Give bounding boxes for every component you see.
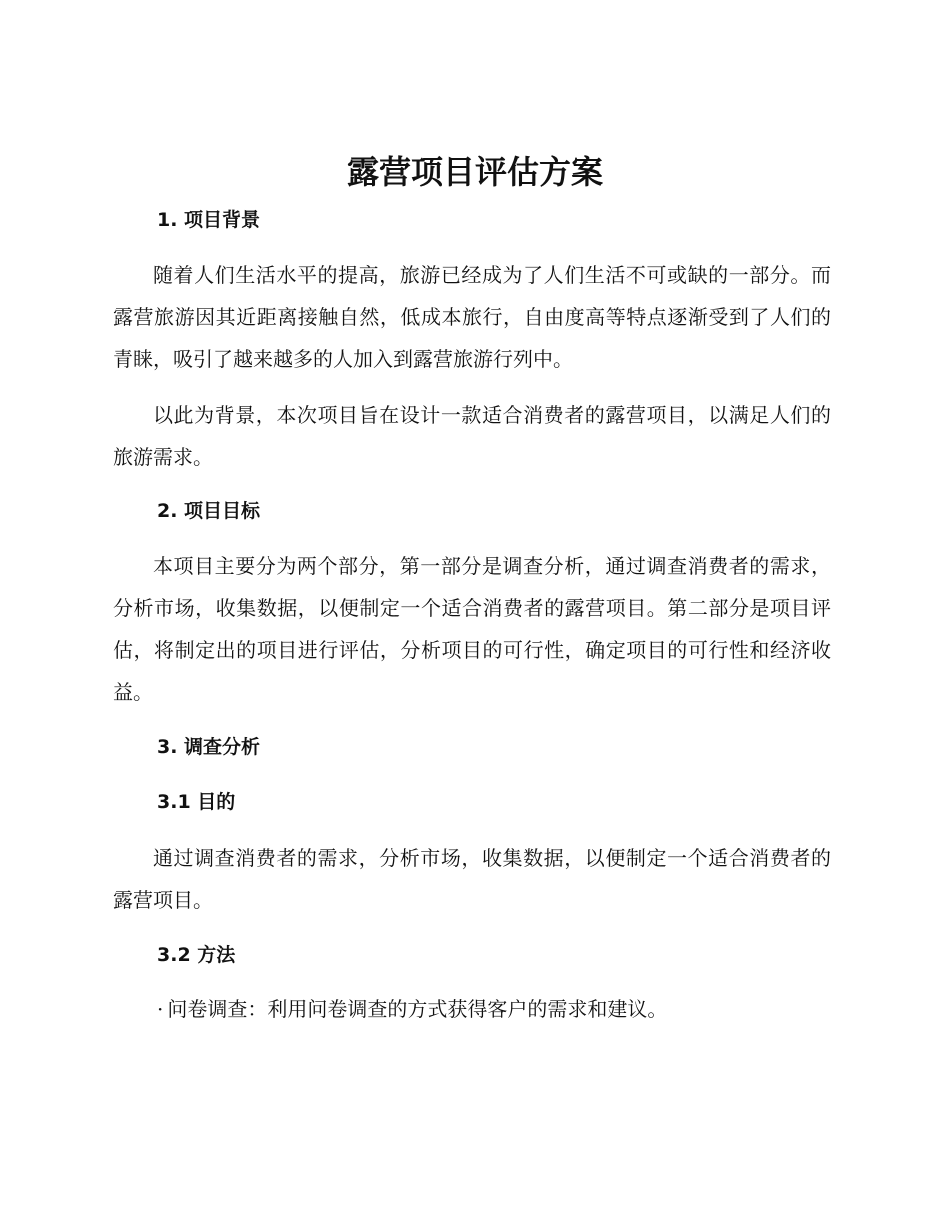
paragraph-goals: 本项目主要分为两个部分，第一部分是调查分析，通过调查消费者的需求，分析市场，收集数据，以便制定一个适合消费者的露营项目。第二部分是项目评估，将制定出的项目进行评估，分析项目的可行性，确定项目的可行性和经济收益。 bbox=[113, 554, 831, 704]
section-heading-goals: 2. 项目目标 bbox=[157, 500, 261, 522]
paragraph-purpose: 通过调查消费者的需求，分析市场，收集数据，以便制定一个适合消费者的露营项目。 bbox=[113, 846, 831, 912]
section-heading-survey: 3. 调查分析 bbox=[157, 736, 261, 758]
list-item-text: 问卷调查：利用问卷调查的方式获得客户的需求和建议。 bbox=[167, 997, 668, 1021]
document-title: 露营项目评估方案 bbox=[346, 153, 603, 191]
paragraph-background-2: 以此为背景，本次项目旨在设计一款适合消费者的露营项目，以满足人们的旅游需求。 bbox=[113, 403, 831, 469]
section-heading-background: 1. 项目背景 bbox=[157, 209, 261, 231]
list-item-questionnaire bbox=[157, 995, 667, 1023]
subsection-heading-purpose: 3.1 目的 bbox=[157, 791, 236, 813]
subsection-heading-method: 3.2 方法 bbox=[157, 944, 236, 966]
paragraph-background-1: 随着人们生活水平的提高，旅游已经成为了人们生活不可或缺的一部分。而露营旅游因其近距离接触自然，低成本旅行，自由度高等特点逐渐受到了人们的青睐，吸引了越来越多的人加入到露营旅游行列中。 bbox=[113, 263, 831, 371]
bullet-symbol: · bbox=[157, 997, 164, 1021]
